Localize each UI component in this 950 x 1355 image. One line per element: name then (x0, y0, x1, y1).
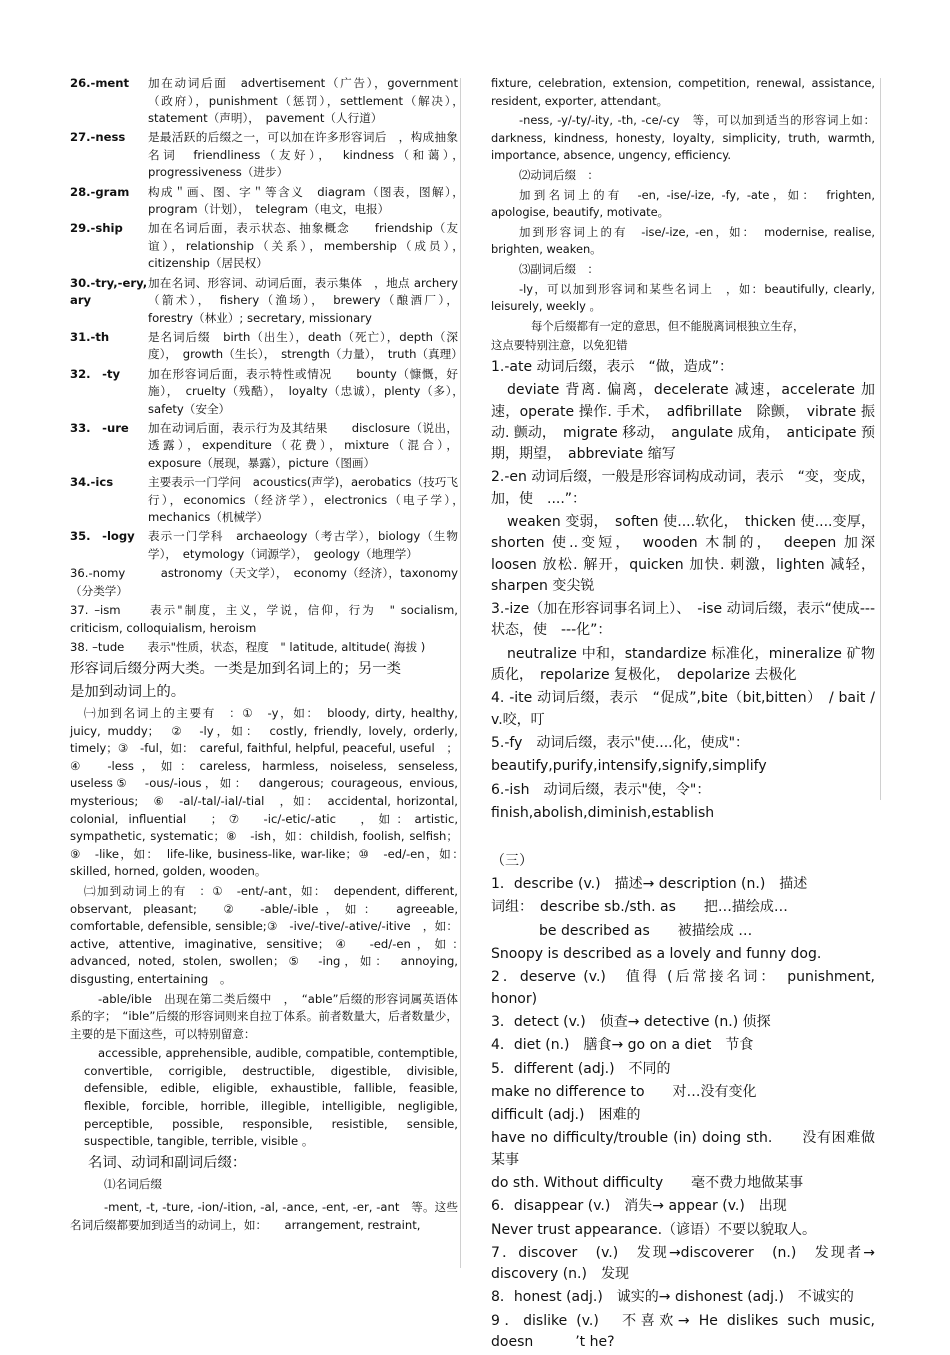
entry-36: 36.-nomy astronomy（天文学）， economy（经济），taxonomy（分类学） (70, 566, 458, 598)
vocab-line: 4．diet (n.) 膳食→ go on a diet 节食 (491, 1037, 754, 1054)
en-heading: 2.-en 动词后缀，一般是形容词构成动词，表示 “变，变成，加，使 ....”： (491, 469, 875, 507)
ate-heading: 1.-ate 动词后缀，表示 “做，造成”： (491, 358, 734, 375)
vocab-line: 1．describe (v.) 描述→ description (n.) 描述 (491, 876, 808, 893)
suffix-key: 28.-gram (70, 184, 130, 199)
ite-heading: 4. -ite 动词后缀，表示 “促成”,bite（bit,bitten） / bait / v.咬，叮 (491, 690, 889, 728)
suffix-key: 30.-try,-ery, ary (70, 275, 148, 308)
verb-suffix-title: ⑵动词后缀 ： (519, 167, 599, 182)
suffix-note: 每个后缀都有一定的意思，但不能脱离词根独立生存， (531, 318, 805, 333)
suffix-desc: 加在形容词后面，表示特性或情况 bounty（慷慨，好施）， cruelty（残酷）， loyalty（忠诚），plenty（多）， safety（安全） (148, 366, 470, 416)
vocab-line: 2．deserve (v.) 值得 (后常接名词： punishment, honor) (491, 969, 875, 1007)
vocab-line: Never trust appearance.（谚语）不要以貌取人。 (491, 1221, 817, 1238)
verb-adj-suffix-paragraph: ㈡加到动词上的有 ：① -ent/-ant，如： dependent, different, observant, pleasant; ② -able/-ible，如： agreeable, comfortable, defensible, sensible;③ -ive/-tive/-ative/-itive ，如：active, attentive, imaginative, sensitive；④ -ed/-en，如： advanced, noted, stolen, swollen；⑤ -ing，如： annoying, disgusting, entertaining 。 (70, 883, 470, 986)
suffix-key: 35. -logy (70, 529, 135, 544)
able-ible-note: -able/ible 出现在第二类后缀中 ， “able”后缀的形容词属英语体系的字； “ible”后缀的形容词则来自拉丁体系。前者数量大，后者数量少，主要的是下面这些，可以特别留意： (70, 991, 458, 1041)
suffix-key: 33. -ure (70, 420, 129, 435)
suffix-entry (70, 275, 458, 328)
adjective-suffix-intro: 形容词后缀分两大类。一类是加到名词上的；另一类 (70, 661, 401, 677)
vocab-line: be described as 被描绘成 … (539, 922, 753, 939)
verb-suffix-adj: 加到形容词上的有 -ise/-ize, -en，如： modernise, realise, brighten, weaken。 (491, 224, 875, 257)
ate-examples: deviate 背离. 偏离，decelerate 减速，accelerate 加速，operate 操作. 手术， adfibrillate 除颤， vibrate 振动. 颤动， migrate 移动， angulate 成角， anticipate 预期，期望， abbreviate 缩写 (491, 382, 875, 463)
column-divider-left (460, 78, 461, 1268)
suffix-desc: 加在动词后面 advertisement（广告），government（政府），punishment（惩罚），settlement（解决）， statement（声明）， pavement（人行道） (148, 76, 470, 126)
suffix-entry (70, 366, 470, 419)
noun-adj-suffix-paragraph: ㈠加到名词上的主要有 ：① -y，如： bloody, dirty, healthy, juicy, muddy； ② -ly，如： costly, friendly, lovely, orderly, timely；③ -ful，如： careful, faithful, helpful, peaceful, useful ；④ -less，如：careless, harmless, noiseless, senseless, useless⑤ -ous/-ious，如： dangerous; courageous, envious, mysterious; ⑥ -al/-tal/-ial/-tial ，如： accidental, horizontal, colonial, influential ；⑦ -ic/-etic/-atic ，如：artistic, sympathetic, systematic；⑧ -ish，如：childish, foolish, selfish；⑨ -like，如： life-like, business-like, war-like；⑩ -ed/-en，如： skilled, horned, golden, wooden。 (70, 706, 470, 879)
suffix-section-title: 名词、动词和副词后缀： (88, 1154, 247, 1171)
vocab-line: 6．disappear (v.) 消失→ appear (v.) 出现 (491, 1198, 787, 1215)
vocab-line: 7．discover (v.) 发现→discoverer (n.) 发现者→ discovery (n.) 发现 (491, 1244, 875, 1283)
verb-suffix-noun: 加到名词上的有 -en, -ise/-ize, -fy, -ate，如： frighten, apologise, beautify, motivate。 (491, 187, 875, 220)
suffix-desc: 表示一门学科 archaeology（考古学），biology（生物学）， etymology（词源学）， geology（地理学） (148, 529, 458, 561)
vocab-line: difficult (adj.) 困难的 (491, 1107, 641, 1124)
suffix-desc: 构成＂画、图、字＂等含义 diagram（图表，图解）， program（计划）， telegram（电文，电报） (148, 184, 470, 217)
vocab-line: 3．detect (v.) 侦查→ detective (n.) 侦探 (491, 1013, 771, 1030)
adj-noun-suffix-paragraph: -ness, -y/-ty/-ity, -th, -ce/-cy 等，可以加到适当的形容词上如：darkness, kindness, honesty, loyalty, simplicity, truth, warmth, importance, absence, ungency, efficiency. (491, 113, 875, 163)
suffix-entry (70, 329, 463, 364)
suffix-entry (70, 75, 470, 128)
suffix-note-2: 这点要特别注意，以免犯错 (491, 338, 628, 353)
ish-examples: finish,abolish,diminish,establish (491, 804, 715, 821)
suffix-key: 26.-ment (70, 76, 130, 90)
suffix-desc: 是名词后缀 birth（出生），death（死亡），depth（深度）， growth（生长）， strength（力量）， truth（真理） (148, 329, 463, 362)
suffix-desc: 是最活跃的后缀之一，可以加在许多形容词后 ，构成抽象名词 friendliness（友好）， kindness（和蔼）， progressiveness（进步） (148, 130, 470, 180)
left-column (70, 75, 470, 1237)
suffix-desc: 加在动词后面，表示行为及其结果 disclosure（说出，透露），expenditure（花费），mixture（混合），exposure（展现，暴露），picture（图画） (148, 420, 458, 470)
suffix-desc: 加在名词后面，表示状态、抽象概念 friendship（友谊），relationship（关系），membership（成员）， citizenship（居民权） (148, 221, 470, 271)
en-examples: weaken 变弱， soften 使....软化， thicken 使....变厚，shorten 使..变短， wooden 木制的， deepen 加深 loosen 放松. 解开，quicken 加快. 刺激，lighten 减轻，sharpen 变尖锐 (491, 513, 889, 594)
vocab-line: Snoopy is described as a lovely and funny dog. (491, 946, 822, 963)
vocab-line: make no difference to 对…没有变化 (491, 1083, 757, 1100)
ish-heading: 6.-ish 动词后缀，表示"使，令"： (491, 781, 711, 798)
suffix-entry (70, 474, 470, 527)
suffix-desc: 主要表示一门学问 acoustics(声学)，aerobatics（技巧飞行），economics（经济学），electronics（电子学）， mechanics（机械学） (148, 475, 470, 525)
fy-heading: 5.-fy 动词后缀，表示"使....化，使成"： (491, 734, 750, 751)
noun-suffix-title: ⑴名词后缀 (104, 1176, 162, 1191)
suffix-key: 31.-th (70, 329, 110, 344)
vocab-line: have no difficulty/trouble (in) doing sth. 没有困难做某事 (491, 1130, 875, 1168)
ize-heading: 3.-ize（加在形容词事名词上）、 -ise 动词后缀，表示“使成---状态，使 ---化”： (491, 601, 875, 639)
suffix-key: 32. -ty (70, 366, 121, 381)
suffix-entry (70, 184, 470, 219)
adjective-suffix-intro-2: 是加到动词上的。 (70, 684, 186, 700)
noun-suffix-examples: fixture, celebration, extension, competition, renewal, assistance, resident, exporter, attendant。 (491, 76, 875, 108)
ible-word-list: accessible, apprehensible, audible, compatible, contemptible, convertible, corrigible, destructible, digestible, divisible, defensible, edible, eligible, exhaustible, fallible, feasible, flexible, forcible, horrible, illegible, intelligible, negligible, perceptible, possible, responsible, resistible, sensible, suspectible, tangible, terrible, visible 。 (84, 1046, 458, 1149)
suffix-key: 34.-ics (70, 475, 114, 490)
vocab-line: 词组： describe sb./sth. as 把…描绘成… (491, 899, 788, 916)
vocab-line: 9．dislike (v.) 不喜欢→ He dislikes such music, doesn ’t he? (491, 1312, 875, 1351)
entry-38: 38. –tude 表示"性质，状态，程度 " latitude, altitude( 海拔 ) (70, 640, 426, 655)
suffix-key: 27.-ness (70, 130, 126, 145)
section-three-title: （三） (491, 853, 533, 870)
suffix-entry (70, 129, 470, 182)
vocab-line: 8．honest (adj.) 诚实的→ dishonest (adj.) 不诚实的 (491, 1289, 854, 1306)
noun-suffix-text: -ment, -t, -ture, -ion/-ition, -al, -ance, -ent, -er, -ant 等。这些名词后缀都要加到适当的动词上，如： arrangement, restraint, (70, 1200, 458, 1233)
adverb-suffix-text: -ly，可以加到形容词和某些名词上 ，如：beautifully, clearly, leisurely, weekly 。 (491, 281, 875, 314)
vocab-line: 5．different (adj.) 不同的 (491, 1060, 671, 1077)
right-column (491, 75, 889, 1355)
suffix-entry (70, 420, 458, 473)
suffix-key: 29.-ship (70, 221, 123, 236)
entry-37: 37. –ism 表示"制度，主义，学说，信仰，行为 " socialism, criticism, colloquialism, heroism (70, 603, 458, 635)
suffix-desc: 加在名词、形容词、动词后面，表示集体 ，地点 archery（箭术）， fishery（渔场）， brewery（酿酒厂），forestry（林业）; secretary, missionary (148, 275, 458, 325)
fy-examples: beautify,purify,intensify,signify,simplify (491, 758, 767, 775)
vocab-line: do sth. Without difficulty 毫不费力地做某事 (491, 1175, 804, 1191)
suffix-entry (70, 528, 458, 563)
adverb-suffix-title: ⑶副词后缀 ： (519, 261, 599, 276)
ize-examples: neutralize 中和，standardize 标准化，mineralize 矿物质化， repolarize 复极化， depolarize 去极化 (491, 645, 875, 684)
suffix-entry (70, 220, 470, 273)
